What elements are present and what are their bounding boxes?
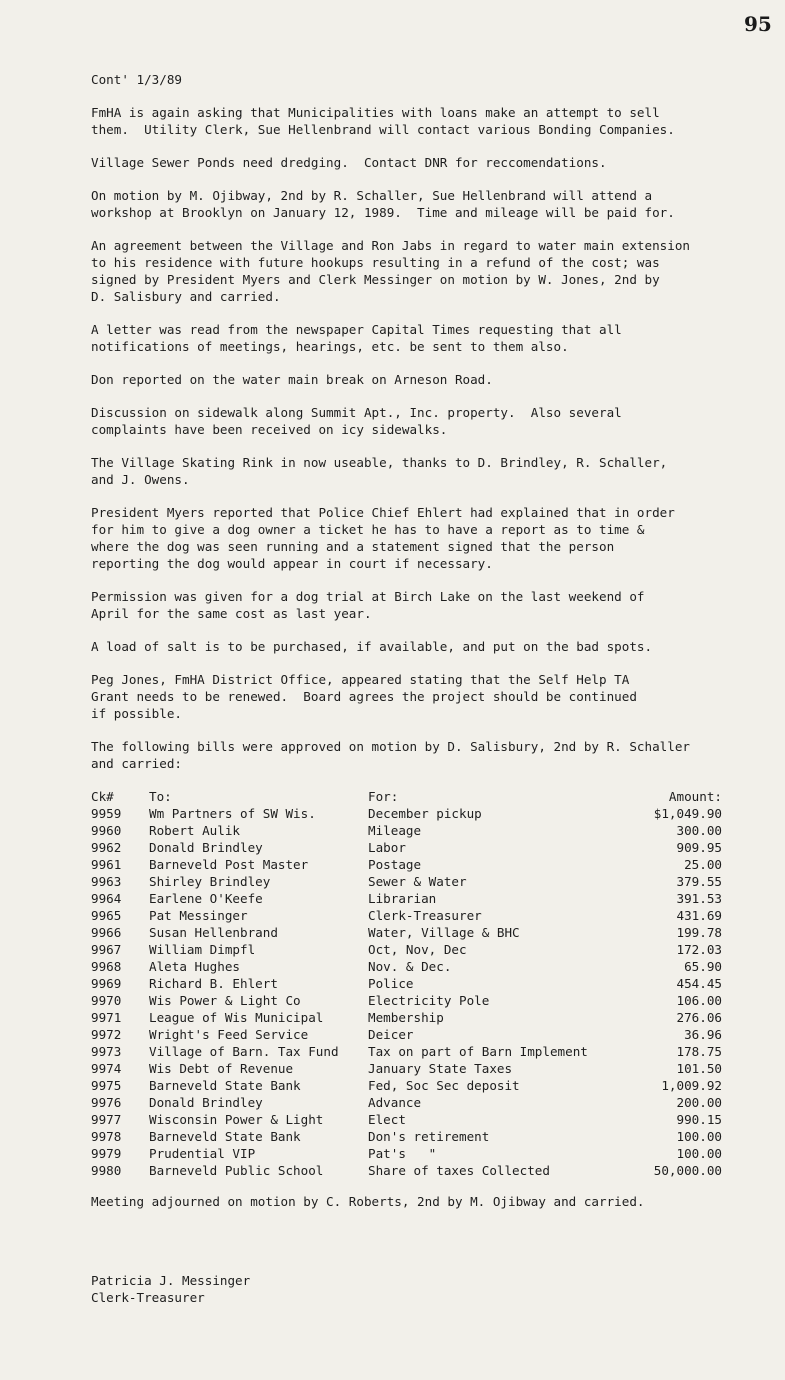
- amount: 178.75: [676, 1044, 722, 1059]
- table-row: [91, 1145, 731, 1162]
- table-row: [91, 822, 731, 839]
- payee: Prudential VIP: [149, 1146, 256, 1161]
- payee: Donald Brindley: [149, 840, 263, 855]
- purpose: Elect: [368, 1112, 406, 1127]
- page-number: 95: [744, 12, 772, 36]
- payee: Barneveld Post Master: [149, 857, 309, 872]
- paragraph-dog-ticket: President Myers reported that Police Chief Ehlert had explained that in order for him to give a dog owner a ticket he has to have a report as to time & where the dog was seen running and a statement signed that the person reporting the dog would appear in court if necessary.: [91, 505, 675, 571]
- check-number: 9973: [91, 1044, 122, 1059]
- paragraph-self-help-grant: Peg Jones, FmHA District Office, appeared stating that the Self Help TA Grant needs to be renewed. Board agrees the project should be continued if possible.: [91, 672, 637, 721]
- table-row: [91, 1026, 731, 1043]
- table-row: [91, 975, 731, 992]
- payee: Earlene O'Keefe: [149, 891, 263, 906]
- check-number: 9959: [91, 806, 122, 821]
- purpose: Labor: [368, 840, 406, 855]
- table-row: [91, 992, 731, 1009]
- paragraph-workshop-motion: On motion by M. Ojibway, 2nd by R. Schaller, Sue Hellenbrand will attend a workshop at Brooklyn on January 12, 1989. Time and mileage will be paid for.: [91, 188, 675, 220]
- check-number: 9976: [91, 1095, 122, 1110]
- paragraph-sewer-ponds: Village Sewer Ponds need dredging. Contact DNR for reccomendations.: [91, 155, 607, 170]
- amount: 100.00: [676, 1129, 722, 1144]
- amount: 101.50: [676, 1061, 722, 1076]
- purpose: Oct, Nov, Dec: [368, 942, 467, 957]
- payee: League of Wis Municipal: [149, 1010, 324, 1025]
- purpose: Pat's ": [368, 1146, 437, 1161]
- check-number: 9963: [91, 874, 122, 889]
- check-number: 9967: [91, 942, 122, 957]
- table-row: [91, 873, 731, 890]
- table-row: [91, 941, 731, 958]
- check-number: 9971: [91, 1010, 122, 1025]
- amount: 454.45: [676, 976, 722, 991]
- purpose: Deicer: [368, 1027, 414, 1042]
- table-row: [91, 890, 731, 907]
- purpose: Electricity Pole: [368, 993, 490, 1008]
- purpose: Water, Village & BHC: [368, 925, 520, 940]
- table-row: [91, 1094, 731, 1111]
- minutes-body: [91, 71, 761, 1306]
- payee: Richard B. Ehlert: [149, 976, 278, 991]
- continuation-header: Cont' 1/3/89: [91, 72, 182, 87]
- check-number: 9965: [91, 908, 122, 923]
- payee: William Dimpfl: [149, 942, 256, 957]
- payee: Wis Debt of Revenue: [149, 1061, 294, 1076]
- signer-title: Clerk-Treasurer: [91, 1290, 205, 1305]
- check-number: 9977: [91, 1112, 122, 1127]
- amount: 200.00: [676, 1095, 722, 1110]
- paragraph-skating-rink: The Village Skating Rink in now useable, thanks to D. Brindley, R. Schaller, and J. Owens.: [91, 455, 668, 487]
- purpose: Share of taxes Collected: [368, 1163, 550, 1178]
- table-row: [91, 1009, 731, 1026]
- amount: 106.00: [676, 993, 722, 1008]
- check-number: 9972: [91, 1027, 122, 1042]
- payee: Aleta Hughes: [149, 959, 240, 974]
- check-number: 9970: [91, 993, 122, 1008]
- amount: 50,000.00: [653, 1163, 722, 1178]
- check-number: 9961: [91, 857, 122, 872]
- paragraph-sidewalk: Discussion on sidewalk along Summit Apt., Inc. property. Also several complaints have been received on icy sidewalks.: [91, 405, 622, 437]
- payee: Robert Aulik: [149, 823, 240, 838]
- table-row: [91, 1111, 731, 1128]
- table-row: [91, 907, 731, 924]
- payee: Barneveld State Bank: [149, 1129, 301, 1144]
- table-row: [91, 1060, 731, 1077]
- purpose: Fed, Soc Sec deposit: [368, 1078, 520, 1093]
- table-row: [91, 1128, 731, 1145]
- purpose: Police: [368, 976, 414, 991]
- table-row: [91, 924, 731, 941]
- amount: $1,049.90: [653, 806, 722, 821]
- payee: Village of Barn. Tax Fund: [149, 1044, 339, 1059]
- check-number: 9980: [91, 1163, 122, 1178]
- purpose: Tax on part of Barn Implement: [368, 1044, 588, 1059]
- purpose: Don's retirement: [368, 1129, 490, 1144]
- column-header-ck: Ck#: [91, 789, 114, 804]
- purpose: December pickup: [368, 806, 482, 821]
- amount: 431.69: [676, 908, 722, 923]
- table-row: [91, 1043, 731, 1060]
- signature-block: [91, 1272, 761, 1306]
- amount: 379.55: [676, 874, 722, 889]
- paragraph-dog-trial: Permission was given for a dog trial at Birch Lake on the last weekend of April for the same cost as last year.: [91, 589, 645, 621]
- column-header-amount: Amount:: [668, 789, 722, 804]
- paragraph-bills-approved: The following bills were approved on motion by D. Salisbury, 2nd by R. Schaller and carried:: [91, 739, 690, 771]
- table-row: [91, 1162, 731, 1179]
- amount: 36.96: [684, 1027, 722, 1042]
- payee: Shirley Brindley: [149, 874, 271, 889]
- purpose: Membership: [368, 1010, 444, 1025]
- amount: 300.00: [676, 823, 722, 838]
- amount: 172.03: [676, 942, 722, 957]
- amount: 100.00: [676, 1146, 722, 1161]
- purpose: Advance: [368, 1095, 422, 1110]
- amount: 276.06: [676, 1010, 722, 1025]
- paragraph-salt: A load of salt is to be purchased, if available, and put on the bad spots.: [91, 639, 653, 654]
- paragraph-fmha-loans: FmHA is again asking that Municipalities with loans make an attempt to sell them. Utility Clerk, Sue Hellenbrand will contact various Bonding Companies.: [91, 105, 675, 137]
- paragraph-water-main-break: Don reported on the water main break on Arneson Road.: [91, 372, 493, 387]
- payee: Barneveld Public School: [149, 1163, 324, 1178]
- payee: Susan Hellenbrand: [149, 925, 278, 940]
- purpose: Sewer & Water: [368, 874, 467, 889]
- purpose: Clerk-Treasurer: [368, 908, 482, 923]
- amount: 1,009.92: [661, 1078, 722, 1093]
- table-row: [91, 1077, 731, 1094]
- payee: Wm Partners of SW Wis.: [149, 806, 316, 821]
- check-number: 9968: [91, 959, 122, 974]
- bills-table: [91, 788, 731, 1179]
- check-number: 9964: [91, 891, 122, 906]
- amount: 25.00: [684, 857, 722, 872]
- payee: Barneveld State Bank: [149, 1078, 301, 1093]
- amount: 990.15: [676, 1112, 722, 1127]
- payee: Pat Messinger: [149, 908, 248, 923]
- check-number: 9979: [91, 1146, 122, 1161]
- check-number: 9969: [91, 976, 122, 991]
- purpose: Librarian: [368, 891, 437, 906]
- amount: 199.78: [676, 925, 722, 940]
- amount: 65.90: [684, 959, 722, 974]
- purpose: Nov. & Dec.: [368, 959, 452, 974]
- table-row: [91, 958, 731, 975]
- amount: 391.53: [676, 891, 722, 906]
- payee: Wright's Feed Service: [149, 1027, 309, 1042]
- check-number: 9975: [91, 1078, 122, 1093]
- table-row: [91, 839, 731, 856]
- check-number: 9974: [91, 1061, 122, 1076]
- check-number: 9962: [91, 840, 122, 855]
- purpose: Mileage: [368, 823, 422, 838]
- table-row: [91, 805, 731, 822]
- table-row: [91, 856, 731, 873]
- payee: Donald Brindley: [149, 1095, 263, 1110]
- purpose: Postage: [368, 857, 422, 872]
- amount: 909.95: [676, 840, 722, 855]
- check-number: 9966: [91, 925, 122, 940]
- check-number: 9960: [91, 823, 122, 838]
- signer-name: Patricia J. Messinger: [91, 1273, 251, 1288]
- column-header-to: To:: [149, 789, 172, 804]
- paragraph-water-main-agreement: An agreement between the Village and Ron Jabs in regard to water main extension to his residence with future hookups resulting in a refund of the cost; was signed by President Myers and Clerk Messinger on motion by W. Jones, 2nd by D. Salisbury and carried.: [91, 238, 690, 304]
- paragraph-capital-times-letter: A letter was read from the newspaper Capital Times requesting that all notifications of meetings, hearings, etc. be sent to them also.: [91, 322, 622, 354]
- payee: Wis Power & Light Co: [149, 993, 301, 1008]
- bill-rows: [91, 805, 731, 1179]
- purpose: January State Taxes: [368, 1061, 513, 1076]
- closing-line: Meeting adjourned on motion by C. Roberts, 2nd by M. Ojibway and carried.: [91, 1194, 645, 1209]
- check-number: 9978: [91, 1129, 122, 1144]
- bills-header-row: [91, 788, 731, 805]
- column-header-for: For:: [368, 789, 399, 804]
- payee: Wisconsin Power & Light: [149, 1112, 324, 1127]
